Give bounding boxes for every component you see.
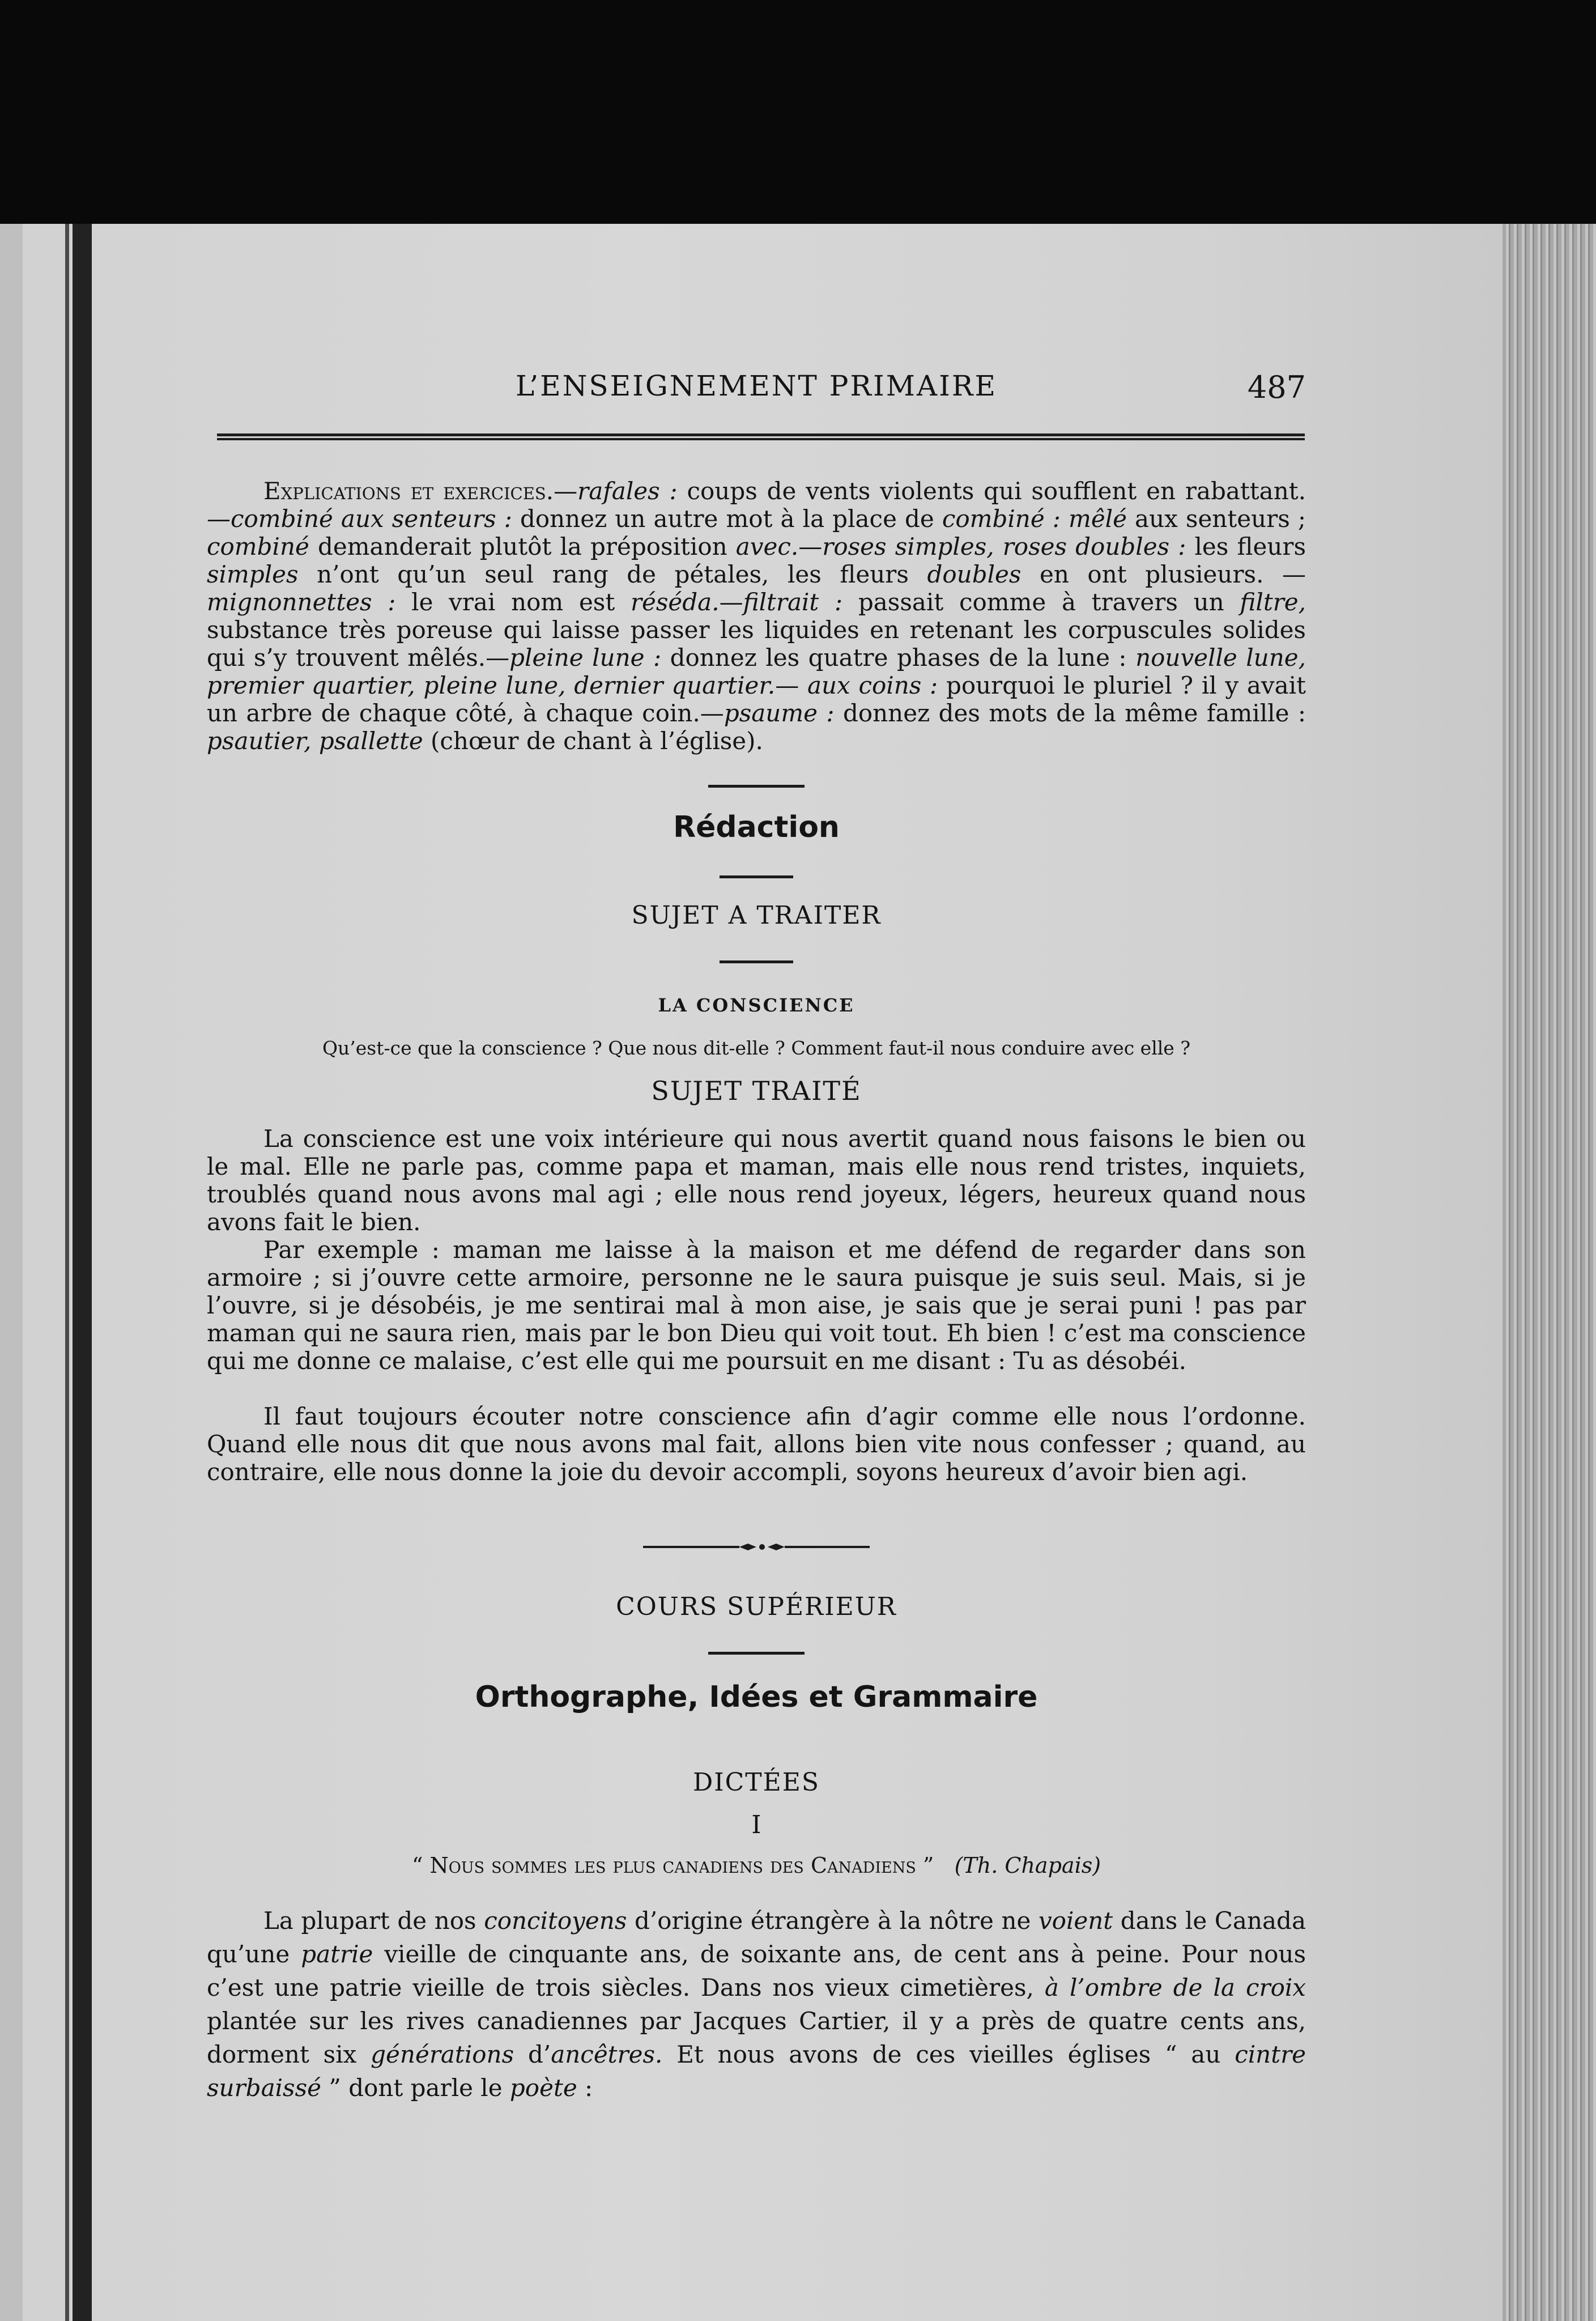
text-run: n’ont qu’un seul rang de pétales, les fleurs (298, 560, 927, 588)
cours-superieur-label: COURS SUPÉRIEUR (616, 1592, 897, 1621)
text-run: d’origine étrangère à la nôtre ne (627, 1907, 1039, 1935)
orthographe-heading: Orthographe, Idées et Grammaire (475, 1680, 1038, 1714)
italic-term: doubles (927, 560, 1022, 588)
section-rule (720, 875, 793, 878)
ornament-divider (643, 1541, 870, 1553)
text-run: substance très poreuse qui laisse passer les liquides en retenant les corpuscules solides qui s’y trouvent mêlés.— (207, 616, 1306, 671)
italic-term: poète (509, 2074, 577, 2102)
binding-shadow (65, 224, 69, 2321)
epigraph-quote: “ Nous sommes les plus canadiens des Canadiens ” (411, 1853, 934, 1878)
text-run: donnez des mots de la même famille : (834, 699, 1306, 727)
italic-term: avec. (735, 533, 799, 560)
text-run: ” dont parle le (321, 2074, 510, 2102)
text-run: demanderait plutôt la préposition (309, 533, 736, 560)
italic-term: générations (371, 2041, 514, 2068)
explications-lead: Explications et exercices. (263, 477, 554, 505)
text-run: passait comme à travers un (842, 588, 1240, 616)
text-run: en ont plusieurs. — (1021, 560, 1306, 588)
italic-term: ancêtres. (551, 2041, 663, 2068)
text-run: — (798, 533, 823, 560)
dictee-epigraph (207, 1853, 1306, 1878)
sujet-traite-label: SUJET TRAITÉ (651, 1076, 862, 1106)
facing-page-sliver (0, 224, 23, 2321)
binding-gutter (73, 224, 92, 2321)
section-rule (708, 785, 805, 788)
italic-term: cintre surbaissé (207, 2041, 1306, 2102)
text-run: (chœur de chant à l’église). (423, 727, 763, 755)
italic-term: à l’ombre de la croix (1044, 1974, 1306, 2001)
italic-term: simples (207, 560, 299, 588)
page-number: 487 (1247, 369, 1306, 405)
italic-term: psaume : (723, 699, 835, 727)
text-run: : (577, 2074, 593, 2102)
text-run: La plupart de nos (263, 1907, 484, 1935)
section-rule (720, 960, 793, 963)
topic-questions: Qu’est-ce que la conscience ? Que nous dit-elle ? Comment faut-il nous conduire avec elle ? (322, 1037, 1191, 1059)
italic-term: roses simples, roses doubles : (822, 533, 1186, 560)
explications-body (207, 477, 1306, 755)
header-double-rule (217, 433, 1305, 440)
text-run: donnez un autre mot à la place de (512, 505, 942, 533)
italic-term: combiné : mêlé (942, 505, 1127, 533)
explications-paragraph (207, 477, 1306, 755)
dictee-paragraph (207, 1904, 1306, 2105)
dictee-numeral: I (751, 1810, 761, 1839)
text-run: pourquoi le pluriel ? il y avait un arbre de chaque côté, à chaque coin.— (207, 671, 1306, 727)
redaction-paragraph: Il faut toujours écouter notre conscience afin d’agir comme elle nous l’ordonne. Quand elle nous dit que nous avons mal fait, allons bien vite nous confesser ; quand, au contraire, elle nous donne la joie du devoir accompli, soyons heureux d’avoir bien agi. (207, 1402, 1306, 1486)
epigraph-author: (Th. Chapais) (954, 1853, 1101, 1878)
italic-term: voient (1038, 1907, 1113, 1935)
italic-term: psautier, psallette (207, 727, 423, 755)
sujet-a-traiter-label: SUJET A TRAITER (631, 901, 882, 930)
text-run: Et nous avons de ces vieilles églises “ au (662, 2041, 1235, 2068)
italic-term: aux coins : (807, 671, 938, 699)
italic-term: pleine lune : (509, 644, 662, 671)
text-run: le vrai nom est (395, 588, 631, 616)
text-run: donnez les quatre phases de la lune : (661, 644, 1136, 671)
text-run: d’ (514, 2041, 551, 2068)
section-rule (708, 1652, 805, 1655)
running-title: L’ENSEIGNEMENT PRIMAIRE (516, 369, 997, 402)
text-run: coups de vents violents qui soufflent en rabattant. (677, 477, 1306, 505)
text-run: dans le Canada qu’une (207, 1907, 1306, 1968)
dictees-label: DICTÉES (692, 1768, 820, 1797)
italic-term: mignonnettes : (207, 588, 396, 616)
italic-term: nouvelle lune, premier quartier, pleine lune, dernier quartier. (207, 644, 1306, 699)
text-run: — (207, 505, 231, 533)
redaction-paragraph: Par exemple : maman me laisse à la maison et me défend de regarder dans son armoire ; si j’ouvre cette armoire, personne ne le saura puisque je suis seul. Mais, si je l’ouvre, si je désobéis, je me sentirai mal à mon aise, je sais que je serai puni ! pas par maman qui ne saura rien, mais par le bon Dieu qui voit tout. Eh bien ! c’est ma conscience qui me donne ce malaise, c’est elle qui me poursuit en me disant : Tu as désobéi. (207, 1236, 1306, 1375)
italic-term: filtre, (1240, 588, 1306, 616)
italic-term: réséda. (630, 588, 720, 616)
text-run: plantée sur les rives canadiennes par Jacques Cartier, il y a près de quatre cents ans, dorment six (207, 2007, 1306, 2068)
scan-background (0, 0, 1596, 224)
italic-term: filtrait : (743, 588, 843, 616)
italic-term: patrie (301, 1940, 373, 1968)
text-run: — (719, 588, 743, 616)
redaction-paragraph: La conscience est une voix intérieure qui nous avertit quand nous faisons le bien ou le mal. Elle ne parle pas, comme papa et maman, mais elle nous rend tristes, inquiets, troublés quand nous avons mal agi ; elle nous rend joyeux, légers, heureux quand nous avons fait le bien. (207, 1125, 1306, 1236)
italic-term: combiné aux senteurs : (231, 505, 512, 533)
italic-term: rafales : (577, 477, 678, 505)
page-stack-edge (1503, 224, 1596, 2321)
italic-term: combiné (207, 533, 309, 560)
text-run: aux senteurs ; (1126, 505, 1306, 533)
topic-title: LA CONSCIENCE (658, 994, 855, 1016)
redaction-heading: Rédaction (673, 810, 840, 844)
italic-term: concitoyens (484, 1907, 627, 1935)
text-run: — (554, 477, 578, 505)
text-run: vieille de cinquante ans, de soixante ans, de cent ans à peine. Pour nous c’est une patrie vieille de trois siècles. Dans nos vieux cimetières, (207, 1940, 1306, 2001)
text-run: — (775, 671, 807, 699)
running-head (207, 369, 1306, 409)
text-run: les fleurs (1186, 533, 1306, 560)
